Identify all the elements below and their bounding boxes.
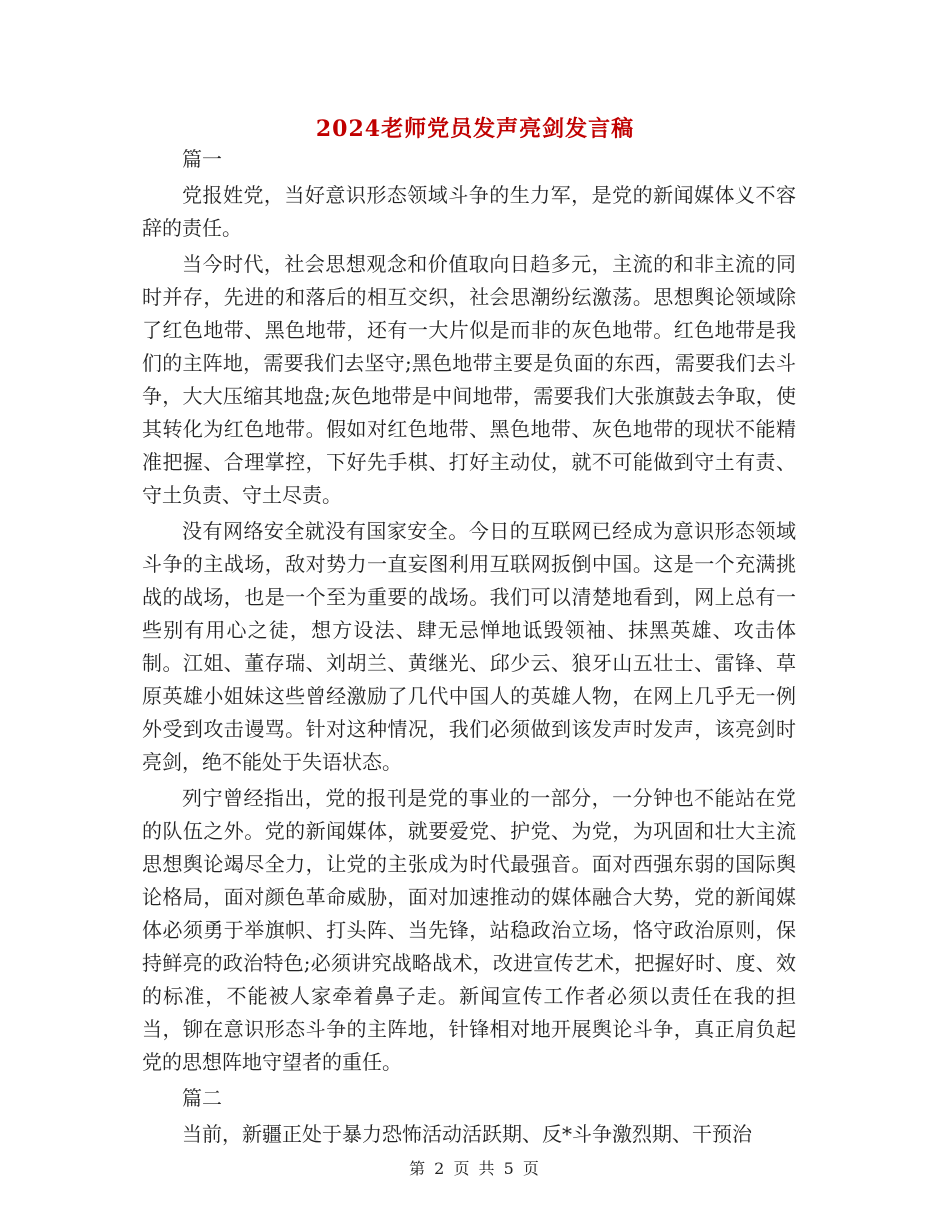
section-heading-2: 篇二 xyxy=(182,1086,222,1110)
paragraph: 列宁曾经指出，党的报刊是党的事业的一部分，一分钟也不能站在党的队伍之外。党的新闻媒体，就要爱党、护党、为党，为巩固和壮大主流思想舆论竭尽全力，让党的主张成为时代最强音。面对西强东弱的国际舆论格局，面对颜色革命威胁，面对加速推动的媒体融合大势，党的新闻媒体必须勇于举旗帜、打头阵、当先锋，站稳政治立场，恪守政治原则，保持鲜亮的政治特色;必须讲究战略战术，改进宣传艺术，把握好时、度、效的标准，不能被人家牵着鼻子走。新闻宣传工作者必须以责任在我的担当，铆在意识形态斗争的主阵地，针锋相对地开展舆论斗争，真正肩负起党的思想阵地守望者的重任。 xyxy=(142,786,796,1074)
section-heading-1: 篇一 xyxy=(182,147,222,171)
paragraph: 党报姓党，当好意识形态领域斗争的生力军，是党的新闻媒体义不容辞的责任。 xyxy=(142,183,796,240)
paragraph: 没有网络安全就没有国家安全。今日的互联网已经成为意识形态领域斗争的主战场，敌对势力一直妄图利用互联网扳倒中国。这是一个充满挑战的战场，也是一个至为重要的战场。我们可以清楚地看到，网上总有一些别有用心之徒，想方设法、肆无忌惮地诋毁领袖、抹黑英雄、攻击体制。江姐、董存瑞、刘胡兰、黄继光、邱少云、狼牙山五壮士、雷锋、草原英雄小姐妹这些曾经激励了几代中国人的英雄人物，在网上几乎无一例外受到攻击谩骂。针对这种情况，我们必须做到该发声时发声，该亮剑时亮剑，绝不能处于失语状态。 xyxy=(142,519,796,774)
document-title: 2024老师党员发声亮剑发言稿 xyxy=(315,116,635,142)
page-footer: 第 2 页 共 5 页 xyxy=(409,1159,541,1178)
paragraph: 当今时代，社会思想观念和价值取向日趋多元，主流的和非主流的同时并存，先进的和落后的相互交织，社会思潮纷纭激荡。思想舆论领域除了红色地带、黑色地带，还有一大片似是而非的灰色地带。红色地带是我们的主阵地，需要我们去坚守;黑色地带主要是负面的东西，需要我们去斗争，大大压缩其地盘;灰色地带是中间地带，需要我们大张旗鼓去争取，使其转化为红色地带。假如对红色地带、黑色地带、灰色地带的现状不能精准把握、合理掌控，下好先手棋、打好主动仗，就不可能做到守土有责、守土负责、守土尽责。 xyxy=(142,252,796,507)
paragraph: 当前，新疆正处于暴力恐怖活动活跃期、反*斗争激烈期、干预治 xyxy=(182,1122,752,1146)
document-body xyxy=(142,143,796,1154)
